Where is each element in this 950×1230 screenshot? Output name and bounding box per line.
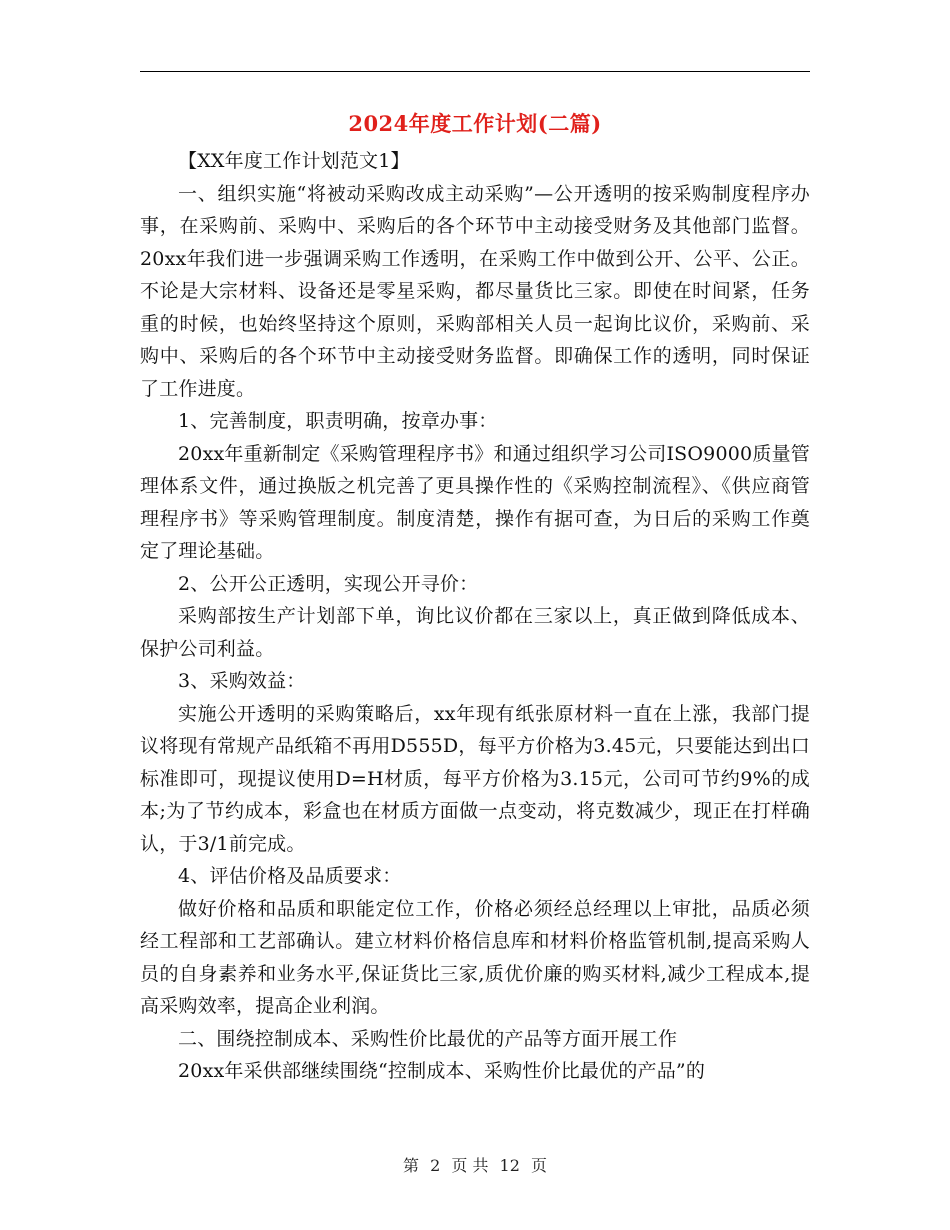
paragraph-subheading-3: 3、采购效益： [178,670,306,692]
paragraph-body-5: 20xx年采供部继续围绕“控制成本、采购性价比最优的产品”的 [178,1060,706,1082]
paragraph-body-3: 实施公开透明的采购策略后，xx年现有纸张原材料一直在上涨，我部门提议将现有常规产品纸箱不再用D555D，每平方价格为3.45元，只要能达到出口标准即可，现提议使用D=H材质，每平方价格为3.15元，公司可节约9%的成本;为了节约成本，彩盒也在材质方面做一点变动，将克数减少，现正在打样确认，于3/1前完成。 [140,702,810,855]
paragraph-body-1: 20xx年重新制定《采购管理程序书》和通过组织学习公司ISO9000质量管理体系文件，通过换版之机完善了更具操作性的《采购控制流程》、《供应商管理程序书》等采购管理制度。制度清楚，操作有据可查，为日后的采购工作奠定了理论基础。 [140,442,810,562]
document-body [140,145,810,1088]
paragraph-subheading-2: 2、公开公正透明，实现公开寻价： [178,572,479,595]
paragraph-body-4: 做好价格和品质和职能定位工作，价格必须经总经理以上审批，品质必须经工程部和工艺部确认。建立材料价格信息库和材料价格监管机制,提高采购人员的自身素养和业务水平,保证货比三家,质优价廉的购买材料,减少工程成本,提高采购效率，提高企业利润。 [140,897,810,1017]
footer-mid: 页 共 [451,1156,489,1175]
footer-total-pages: 12 [499,1156,520,1175]
paragraph-subheading-1: 1、完善制度，职责明确，按章办事： [178,410,498,432]
paragraph-item-one: 一、组织实施“将被动采购改成主动采购”—公开透明的按采购制度程序办事，在采购前、采购中、采购后的各个环节中主动接受财务及其他部门监督。20xx年我们进一步强调采购工作透明，在采购工作中做到公开、公平、公正。不论是大宗材料、设备还是零星采购，都尽量货比三家。即使在时间紧，任务重的时候，也始终坚持这个原则，采购部相关人员一起询比议价，采购前、采购中、采购后的各个环节中主动接受财务监督。即确保工作的透明，同时保证了工作进度。 [140,182,810,400]
footer-suffix: 页 [531,1156,548,1175]
footer-prefix: 第 [402,1156,419,1175]
page-number-footer [140,1153,810,1176]
header-rule [140,71,810,72]
paragraph-subheading-4: 4、评估价格及品质要求： [178,865,402,887]
document-title: 2024年度工作计划(二篇) [348,111,602,136]
paragraph-section-heading: 【XX年度工作计划范文1】 [178,150,410,172]
paragraph-body-2: 采购部按生产计划部下单，询比议价都在三家以上，真正做到降低成本、保护公司利益。 [140,605,810,660]
paragraph-item-two: 二、围绕控制成本、采购性价比最优的产品等方面开展工作 [178,1027,678,1050]
footer-current-page: 2 [430,1156,441,1175]
